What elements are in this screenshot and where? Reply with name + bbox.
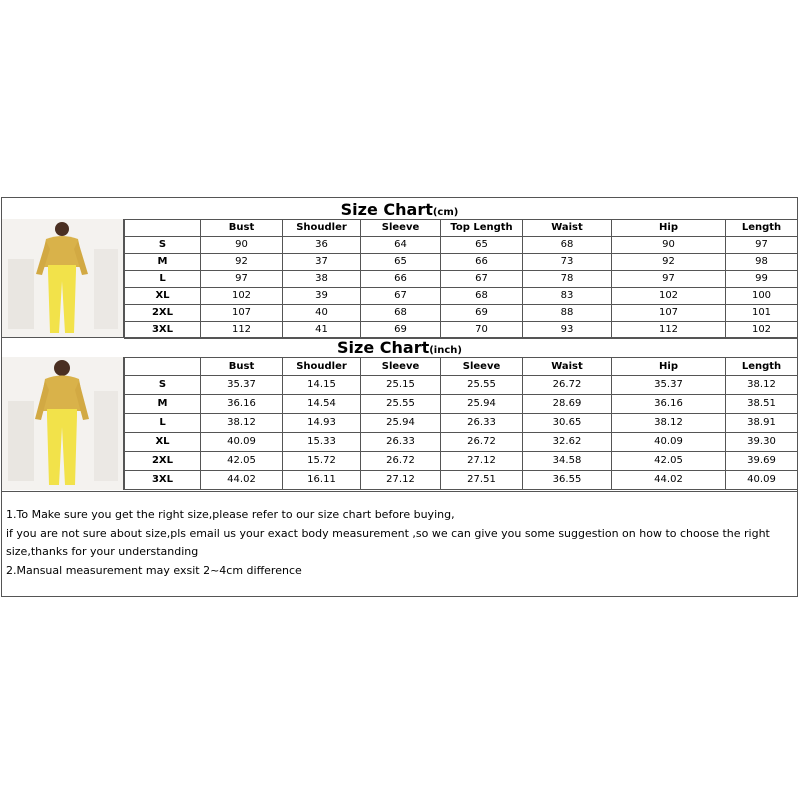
size-label: XL [125,433,201,452]
header-cell: Bust [201,220,283,237]
table-cell: 16.11 [283,471,361,490]
table-cell: 35.37 [612,376,726,395]
table-cell: 32.62 [523,433,612,452]
table-cell: 67 [361,288,441,305]
table-cell: 92 [612,254,726,271]
header-cell: Waist [523,358,612,376]
table-row [125,237,798,254]
table-cell: 98 [726,254,798,271]
table-cell: 38.12 [726,376,798,395]
size-chart-sheet [1,197,798,597]
table-cell: 90 [201,237,283,254]
table-cell: 14.15 [283,376,361,395]
table-cell: 92 [201,254,283,271]
header-cell: Top Length [441,220,523,237]
size-label: S [125,237,201,254]
table-cell: 41 [283,322,361,339]
size-label: M [125,395,201,414]
table-cell: 39 [283,288,361,305]
table-row [125,288,798,305]
table-cell: 42.05 [612,452,726,471]
model-photo-image [2,219,123,337]
table-row [125,452,798,471]
size-label: XL [125,288,201,305]
table-cell: 27.51 [441,471,523,490]
table-cell: 40 [283,305,361,322]
table-cell: 34.58 [523,452,612,471]
table-cell: 69 [361,322,441,339]
size-label: L [125,414,201,433]
table-cell: 65 [441,237,523,254]
table-cell: 65 [361,254,441,271]
table-cell: 26.72 [523,376,612,395]
size-label: 3XL [125,322,201,339]
table-cell: 107 [612,305,726,322]
table-cell: 40.09 [726,471,798,490]
table-cell: 27.12 [441,452,523,471]
header-cell [125,220,201,237]
table-cell: 112 [201,322,283,339]
table-cell: 83 [523,288,612,305]
table-cell: 44.02 [201,471,283,490]
table-cell: 27.12 [361,471,441,490]
table-cell: 40.09 [612,433,726,452]
cm-title-text: Size Chart [340,200,433,219]
inch-header-row [125,358,798,376]
inch-title-text: Size Chart [337,338,430,357]
table-cell: 88 [523,305,612,322]
table-cell: 39.30 [726,433,798,452]
table-cell: 97 [201,271,283,288]
table-cell: 67 [441,271,523,288]
table-cell: 28.69 [523,395,612,414]
table-row [125,254,798,271]
table-row [125,305,798,322]
table-row [125,433,798,452]
table-cell: 14.93 [283,414,361,433]
table-cell: 26.72 [361,452,441,471]
table-cell: 35.37 [201,376,283,395]
cm-header-row [125,220,798,237]
header-cell: Length [726,358,798,376]
table-cell: 97 [726,237,798,254]
table-cell: 15.72 [283,452,361,471]
table-row [125,395,798,414]
table-cell: 38.91 [726,414,798,433]
table-cell: 38.51 [726,395,798,414]
table-cell: 26.33 [441,414,523,433]
header-cell: Bust [201,358,283,376]
size-label: 2XL [125,452,201,471]
product-photo-cm [2,219,124,337]
table-cell: 44.02 [612,471,726,490]
table-cell: 97 [612,271,726,288]
header-cell: Hip [612,358,726,376]
header-cell: Sleeve [361,358,441,376]
table-cell: 78 [523,271,612,288]
table-cell: 36.16 [201,395,283,414]
table-cell: 26.72 [441,433,523,452]
note-line: 2.Mansual measurement may exsit 2~4cm difference [6,563,302,577]
table-cell: 107 [201,305,283,322]
table-row [125,471,798,490]
size-label: L [125,271,201,288]
table-row [125,322,798,339]
table-cell: 99 [726,271,798,288]
table-cell: 25.55 [441,376,523,395]
table-cell: 15.33 [283,433,361,452]
table-cell: 38 [283,271,361,288]
table-cell: 101 [726,305,798,322]
header-cell: Shoudler [283,358,361,376]
table-cell: 40.09 [201,433,283,452]
table-cell: 112 [612,322,726,339]
table-cell: 102 [612,288,726,305]
table-cell: 36 [283,237,361,254]
header-cell: Hip [612,220,726,237]
table-cell: 39.69 [726,452,798,471]
header-cell: Length [726,220,798,237]
table-cell: 14.54 [283,395,361,414]
size-label: M [125,254,201,271]
table-cell: 38.12 [201,414,283,433]
table-row [125,271,798,288]
table-cell: 68 [441,288,523,305]
table-cell: 73 [523,254,612,271]
table-cell: 36.16 [612,395,726,414]
header-cell: Waist [523,220,612,237]
note-line: 1.To Make sure you get the right size,please refer to our size chart before buying, [6,508,455,521]
header-cell: Sleeve [361,220,441,237]
size-label: 3XL [125,471,201,490]
table-row [125,376,798,395]
table-cell: 69 [441,305,523,322]
header-cell: Shoudler [283,220,361,237]
table-cell: 68 [523,237,612,254]
table-cell: 25.55 [361,395,441,414]
cm-title-unit: (cm) [432,207,459,218]
table-cell: 37 [283,254,361,271]
table-cell: 102 [201,288,283,305]
table-cell: 64 [361,237,441,254]
table-cell: 70 [441,322,523,339]
table-cell: 93 [523,322,612,339]
table-cell: 26.33 [361,433,441,452]
table-cell: 38.12 [612,414,726,433]
table-cell: 90 [612,237,726,254]
note-line: if you are not sure about size,pls email us your exact body measurement ,so we can give you some suggestion on how to choose the right size,thanks for your understanding [6,526,770,559]
cm-size-table [124,219,798,339]
table-cell: 66 [441,254,523,271]
size-label: 2XL [125,305,201,322]
table-cell: 66 [361,271,441,288]
table-cell: 36.55 [523,471,612,490]
table-cell: 100 [726,288,798,305]
model-photo-image [2,357,123,490]
table-cell: 30.65 [523,414,612,433]
table-cell: 68 [361,305,441,322]
table-cell: 25.94 [441,395,523,414]
table-row [125,414,798,433]
product-photo-inch [2,357,124,490]
divider [2,491,797,492]
size-label: S [125,376,201,395]
header-cell [125,358,201,376]
table-cell: 102 [726,322,798,339]
table-cell: 25.94 [361,414,441,433]
header-cell: Sleeve [441,358,523,376]
inch-title-unit: (inch) [429,345,462,356]
table-cell: 25.15 [361,376,441,395]
size-notes [6,506,794,580]
inch-size-table [124,357,798,490]
table-cell: 42.05 [201,452,283,471]
